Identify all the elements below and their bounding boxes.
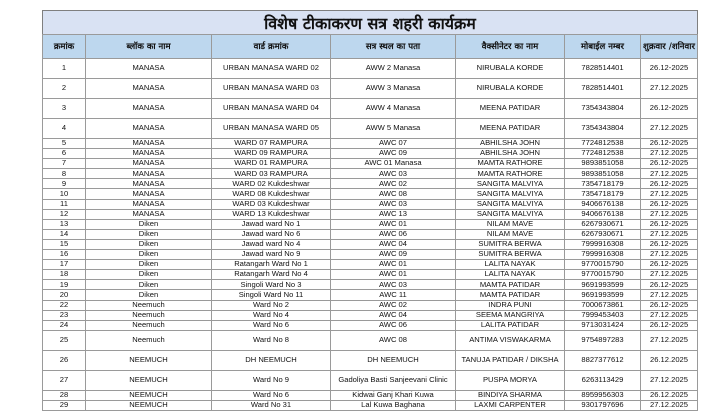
cell-vaccinator: SEEMA MANGRIYA <box>456 310 565 320</box>
cell-site: AWC 01 Manasa <box>331 159 456 169</box>
table-row <box>43 59 698 79</box>
cell-sno: 6 <box>43 149 86 159</box>
table-row <box>43 260 698 270</box>
cell-site: AWW 2 Manasa <box>331 59 456 79</box>
cell-block: MANASA <box>86 159 212 169</box>
cell-site: AWC 02 <box>331 300 456 310</box>
cell-vaccinator: MAMTA PATIDAR <box>456 290 565 300</box>
cell-mobile: 7354343804 <box>565 119 641 139</box>
cell-vaccinator: NIRUBALA KORDE <box>456 59 565 79</box>
cell-site: AWC 06 <box>331 320 456 330</box>
cell-sno: 7 <box>43 159 86 169</box>
cell-vaccinator: LAXMI CARPENTER <box>456 400 565 410</box>
page-title: विशेष टीकाकरण सत्र शहरी कार्यक्रम <box>42 10 698 35</box>
cell-site: AWC 04 <box>331 239 456 249</box>
table-row <box>43 159 698 169</box>
cell-sno: 15 <box>43 239 86 249</box>
cell-vaccinator: LALITA NAYAK <box>456 260 565 270</box>
cell-mobile: 7999916308 <box>565 250 641 260</box>
table-row <box>43 250 698 260</box>
cell-site: Lal Kuwa Baghana <box>331 400 456 410</box>
cell-date: 26.12-2025 <box>641 219 698 229</box>
cell-mobile: 9691993599 <box>565 280 641 290</box>
cell-date: 26.12-2025 <box>641 159 698 169</box>
cell-sno: 27 <box>43 370 86 390</box>
cell-date: 26.12-2025 <box>641 59 698 79</box>
cell-ward: URBAN MANASA WARD 04 <box>212 99 331 119</box>
cell-date: 27.12.2025 <box>641 189 698 199</box>
cell-vaccinator: MAMTA RATHORE <box>456 169 565 179</box>
cell-mobile: 9301797696 <box>565 400 641 410</box>
cell-site: Kidwai Ganj Khari Kuwa <box>331 390 456 400</box>
cell-site: AWC 03 <box>331 280 456 290</box>
cell-date: 27.12.2025 <box>641 370 698 390</box>
vaccination-schedule-table <box>42 34 698 411</box>
cell-mobile: 9754897283 <box>565 330 641 350</box>
cell-mobile: 8959956303 <box>565 390 641 400</box>
cell-block: Neemuch <box>86 300 212 310</box>
cell-site: AWC 09 <box>331 250 456 260</box>
table-row <box>43 300 698 310</box>
cell-ward: Jawad ward No 6 <box>212 229 331 239</box>
cell-mobile: 9691993599 <box>565 290 641 300</box>
cell-date: 27.12.2025 <box>641 169 698 179</box>
cell-mobile: 9406676138 <box>565 199 641 209</box>
cell-sno: 25 <box>43 330 86 350</box>
cell-block: Diken <box>86 260 212 270</box>
cell-date: 26.12-2025 <box>641 300 698 310</box>
cell-sno: 3 <box>43 99 86 119</box>
cell-ward: WARD 08 Kukdeshwar <box>212 189 331 199</box>
cell-date: 26.12.2025 <box>641 390 698 400</box>
cell-mobile: 7354718179 <box>565 189 641 199</box>
cell-mobile: 7828514401 <box>565 79 641 99</box>
cell-ward: URBAN MANASA WARD 02 <box>212 59 331 79</box>
cell-date: 26.12-2025 <box>641 99 698 119</box>
cell-ward: Ward No 6 <box>212 320 331 330</box>
cell-sno: 22 <box>43 300 86 310</box>
cell-block: MANASA <box>86 149 212 159</box>
cell-ward: Jawad ward No 4 <box>212 239 331 249</box>
table-row <box>43 229 698 239</box>
cell-site: AWC 09 <box>331 149 456 159</box>
table-row <box>43 239 698 249</box>
cell-vaccinator: SANGITA MALVIYA <box>456 199 565 209</box>
cell-sno: 11 <box>43 199 86 209</box>
cell-site: AWC 08 <box>331 330 456 350</box>
cell-date: 27.12.2025 <box>641 270 698 280</box>
cell-vaccinator: BINDIYA SHARMA <box>456 390 565 400</box>
table-row <box>43 400 698 410</box>
cell-date: 27.12.2025 <box>641 79 698 99</box>
cell-vaccinator: ABHILSHA JOHN <box>456 149 565 159</box>
cell-sno: 1 <box>43 59 86 79</box>
cell-date: 26.12-2025 <box>641 139 698 149</box>
cell-date: 27.12.2025 <box>641 149 698 159</box>
cell-ward: WARD 03 RAMPURA <box>212 169 331 179</box>
cell-site: AWC 03 <box>331 169 456 179</box>
cell-date: 27.12.2025 <box>641 250 698 260</box>
cell-ward: Ward No 9 <box>212 370 331 390</box>
cell-ward: DH NEEMUCH <box>212 350 331 370</box>
cell-block: MANASA <box>86 179 212 189</box>
cell-date: 26.12.2025 <box>641 350 698 370</box>
cell-date: 26.12-2025 <box>641 280 698 290</box>
cell-block: MANASA <box>86 199 212 209</box>
cell-date: 26.12-2025 <box>641 320 698 330</box>
table-row <box>43 350 698 370</box>
cell-vaccinator: MEENA PATIDAR <box>456 119 565 139</box>
table-row <box>43 149 698 159</box>
cell-mobile: 7999453403 <box>565 310 641 320</box>
cell-sno: 9 <box>43 179 86 189</box>
table-row <box>43 199 698 209</box>
cell-ward: Singoli Ward No 3 <box>212 280 331 290</box>
cell-block: NEEMUCH <box>86 400 212 410</box>
cell-block: Neemuch <box>86 330 212 350</box>
cell-vaccinator: LALITA PATIDAR <box>456 320 565 330</box>
table-row <box>43 310 698 320</box>
cell-sno: 16 <box>43 250 86 260</box>
cell-site: AWC 13 <box>331 209 456 219</box>
cell-mobile: 7999916308 <box>565 239 641 249</box>
cell-sno: 14 <box>43 229 86 239</box>
cell-sno: 19 <box>43 280 86 290</box>
table-row <box>43 189 698 199</box>
cell-block: Diken <box>86 239 212 249</box>
cell-sno: 5 <box>43 139 86 149</box>
cell-ward: URBAN MANASA WARD 03 <box>212 79 331 99</box>
table-row <box>43 320 698 330</box>
cell-vaccinator: MEENA PATIDAR <box>456 99 565 119</box>
cell-date: 26.12-2025 <box>641 260 698 270</box>
cell-ward: Jawad ward No 9 <box>212 250 331 260</box>
cell-site: DH NEEMUCH <box>331 350 456 370</box>
cell-vaccinator: ABHILSHA JOHN <box>456 139 565 149</box>
cell-mobile: 9770015790 <box>565 260 641 270</box>
cell-sno: 18 <box>43 270 86 280</box>
cell-block: Diken <box>86 229 212 239</box>
cell-sno: 20 <box>43 290 86 300</box>
cell-vaccinator: NIRUBALA KORDE <box>456 79 565 99</box>
cell-ward: Ward No 8 <box>212 330 331 350</box>
cell-block: MANASA <box>86 59 212 79</box>
cell-ward: Jawad ward No 1 <box>212 219 331 229</box>
cell-vaccinator: SANGITA MALVIYA <box>456 209 565 219</box>
table-row <box>43 139 698 149</box>
cell-mobile: 7828514401 <box>565 59 641 79</box>
cell-mobile: 6267930671 <box>565 219 641 229</box>
cell-mobile: 7724812538 <box>565 149 641 159</box>
cell-date: 27.12.2025 <box>641 330 698 350</box>
cell-ward: WARD 02 Kukdeshwar <box>212 179 331 189</box>
cell-site: AWC 06 <box>331 229 456 239</box>
table-row <box>43 209 698 219</box>
cell-block: NEEMUCH <box>86 390 212 400</box>
cell-block: MANASA <box>86 189 212 199</box>
cell-site: AWC 03 <box>331 199 456 209</box>
cell-site: AWC 07 <box>331 139 456 149</box>
cell-site: AWW 5 Manasa <box>331 119 456 139</box>
cell-mobile: 6263113429 <box>565 370 641 390</box>
cell-site: AWC 08 <box>331 189 456 199</box>
cell-ward: WARD 01 RAMPURA <box>212 159 331 169</box>
cell-block: MANASA <box>86 169 212 179</box>
table-row <box>43 169 698 179</box>
cell-block: Diken <box>86 250 212 260</box>
table-row <box>43 280 698 290</box>
header-site: सत्र स्थल का पता <box>331 35 456 59</box>
cell-mobile: 6267930671 <box>565 229 641 239</box>
header-sno: क्रमांक <box>43 35 86 59</box>
cell-mobile: 9893851058 <box>565 169 641 179</box>
cell-block: MANASA <box>86 209 212 219</box>
cell-vaccinator: SUMITRA BERWA <box>456 250 565 260</box>
cell-ward: Ward No 31 <box>212 400 331 410</box>
cell-block: Diken <box>86 270 212 280</box>
cell-vaccinator: SANGITA MALVIYA <box>456 179 565 189</box>
cell-sno: 10 <box>43 189 86 199</box>
cell-site: AWC 01 <box>331 219 456 229</box>
cell-ward: WARD 09 RAMPURA <box>212 149 331 159</box>
cell-sno: 28 <box>43 390 86 400</box>
cell-sno: 23 <box>43 310 86 320</box>
cell-mobile: 9770015790 <box>565 270 641 280</box>
cell-sno: 17 <box>43 260 86 270</box>
cell-vaccinator: MAMTA PATIDAR <box>456 280 565 290</box>
cell-vaccinator: TANUJA PATIDAR / DIKSHA <box>456 350 565 370</box>
table-row <box>43 370 698 390</box>
cell-ward: Ward No 2 <box>212 300 331 310</box>
cell-vaccinator: MAMTA RATHORE <box>456 159 565 169</box>
cell-sno: 13 <box>43 219 86 229</box>
cell-block: MANASA <box>86 139 212 149</box>
header-vaccinator: वैक्सीनेटर का नाम <box>456 35 565 59</box>
cell-vaccinator: INDRA PUNI <box>456 300 565 310</box>
cell-site: AWC 01 <box>331 270 456 280</box>
cell-vaccinator: NILAM MAVE <box>456 229 565 239</box>
cell-ward: Ward No 4 <box>212 310 331 320</box>
table-row <box>43 290 698 300</box>
table-row <box>43 179 698 189</box>
cell-sno: 12 <box>43 209 86 219</box>
table-row <box>43 119 698 139</box>
header-block: ब्लॉक का नाम <box>86 35 212 59</box>
cell-mobile: 7000673861 <box>565 300 641 310</box>
cell-date: 27.12.2025 <box>641 229 698 239</box>
table-header-row <box>43 35 698 59</box>
cell-sno: 2 <box>43 79 86 99</box>
cell-vaccinator: PUSPA MORYA <box>456 370 565 390</box>
cell-ward: Ratangarh Ward No 4 <box>212 270 331 280</box>
table-row <box>43 270 698 280</box>
cell-vaccinator: SANGITA MALVIYA <box>456 189 565 199</box>
cell-sno: 24 <box>43 320 86 330</box>
cell-date: 26.12-2025 <box>641 179 698 189</box>
cell-vaccinator: SUMITRA BERWA <box>456 239 565 249</box>
cell-block: MANASA <box>86 79 212 99</box>
cell-ward: WARD 07 RAMPURA <box>212 139 331 149</box>
cell-ward: URBAN MANASA WARD 05 <box>212 119 331 139</box>
cell-vaccinator: ANTIMA VISWAKARMA <box>456 330 565 350</box>
table-row <box>43 219 698 229</box>
cell-ward: Ward No 6 <box>212 390 331 400</box>
cell-ward: WARD 13 Kukdeshwar <box>212 209 331 219</box>
cell-date: 26.12-2025 <box>641 239 698 249</box>
cell-block: MANASA <box>86 99 212 119</box>
cell-site: AWC 04 <box>331 310 456 320</box>
cell-mobile: 7354718179 <box>565 179 641 189</box>
header-day: शुक्रवार /शनिवार <box>641 35 698 59</box>
cell-vaccinator: NILAM MAVE <box>456 219 565 229</box>
cell-mobile: 9893851058 <box>565 159 641 169</box>
cell-date: 27.12.2025 <box>641 310 698 320</box>
cell-date: 26.12-2025 <box>641 199 698 209</box>
cell-sno: 8 <box>43 169 86 179</box>
cell-ward: Singoli Ward No 11 <box>212 290 331 300</box>
cell-block: Neemuch <box>86 320 212 330</box>
cell-date: 27.12.2025 <box>641 119 698 139</box>
cell-site: AWW 4 Manasa <box>331 99 456 119</box>
cell-sno: 26 <box>43 350 86 370</box>
cell-site: Gadoliya Basti Sanjeevani Clinic <box>331 370 456 390</box>
header-mobile: मोबाईल नम्बर <box>565 35 641 59</box>
cell-sno: 29 <box>43 400 86 410</box>
cell-sno: 4 <box>43 119 86 139</box>
table-row <box>43 330 698 350</box>
cell-mobile: 9406676138 <box>565 209 641 219</box>
cell-block: Diken <box>86 290 212 300</box>
cell-block: NEEMUCH <box>86 350 212 370</box>
cell-site: AWC 11 <box>331 290 456 300</box>
cell-block: MANASA <box>86 119 212 139</box>
header-ward: वार्ड क्रमांक <box>212 35 331 59</box>
cell-site: AWC 01 <box>331 260 456 270</box>
cell-mobile: 9713031424 <box>565 320 641 330</box>
cell-ward: WARD 03 Kukdeshwar <box>212 199 331 209</box>
cell-site: AWC 02 <box>331 179 456 189</box>
cell-block: NEEMUCH <box>86 370 212 390</box>
cell-site: AWW 3 Manasa <box>331 79 456 99</box>
cell-mobile: 7724812538 <box>565 139 641 149</box>
cell-block: Diken <box>86 280 212 290</box>
cell-date: 27.12.2025 <box>641 209 698 219</box>
table-row <box>43 99 698 119</box>
cell-mobile: 8827377612 <box>565 350 641 370</box>
table-row <box>43 79 698 99</box>
cell-block: Neemuch <box>86 310 212 320</box>
table-row <box>43 390 698 400</box>
cell-block: Diken <box>86 219 212 229</box>
cell-date: 27.12.2025 <box>641 290 698 300</box>
cell-date: 27.12.2025 <box>641 400 698 410</box>
cell-ward: Ratangarh Ward No 1 <box>212 260 331 270</box>
cell-vaccinator: LALITA NAYAK <box>456 270 565 280</box>
cell-mobile: 7354343804 <box>565 99 641 119</box>
